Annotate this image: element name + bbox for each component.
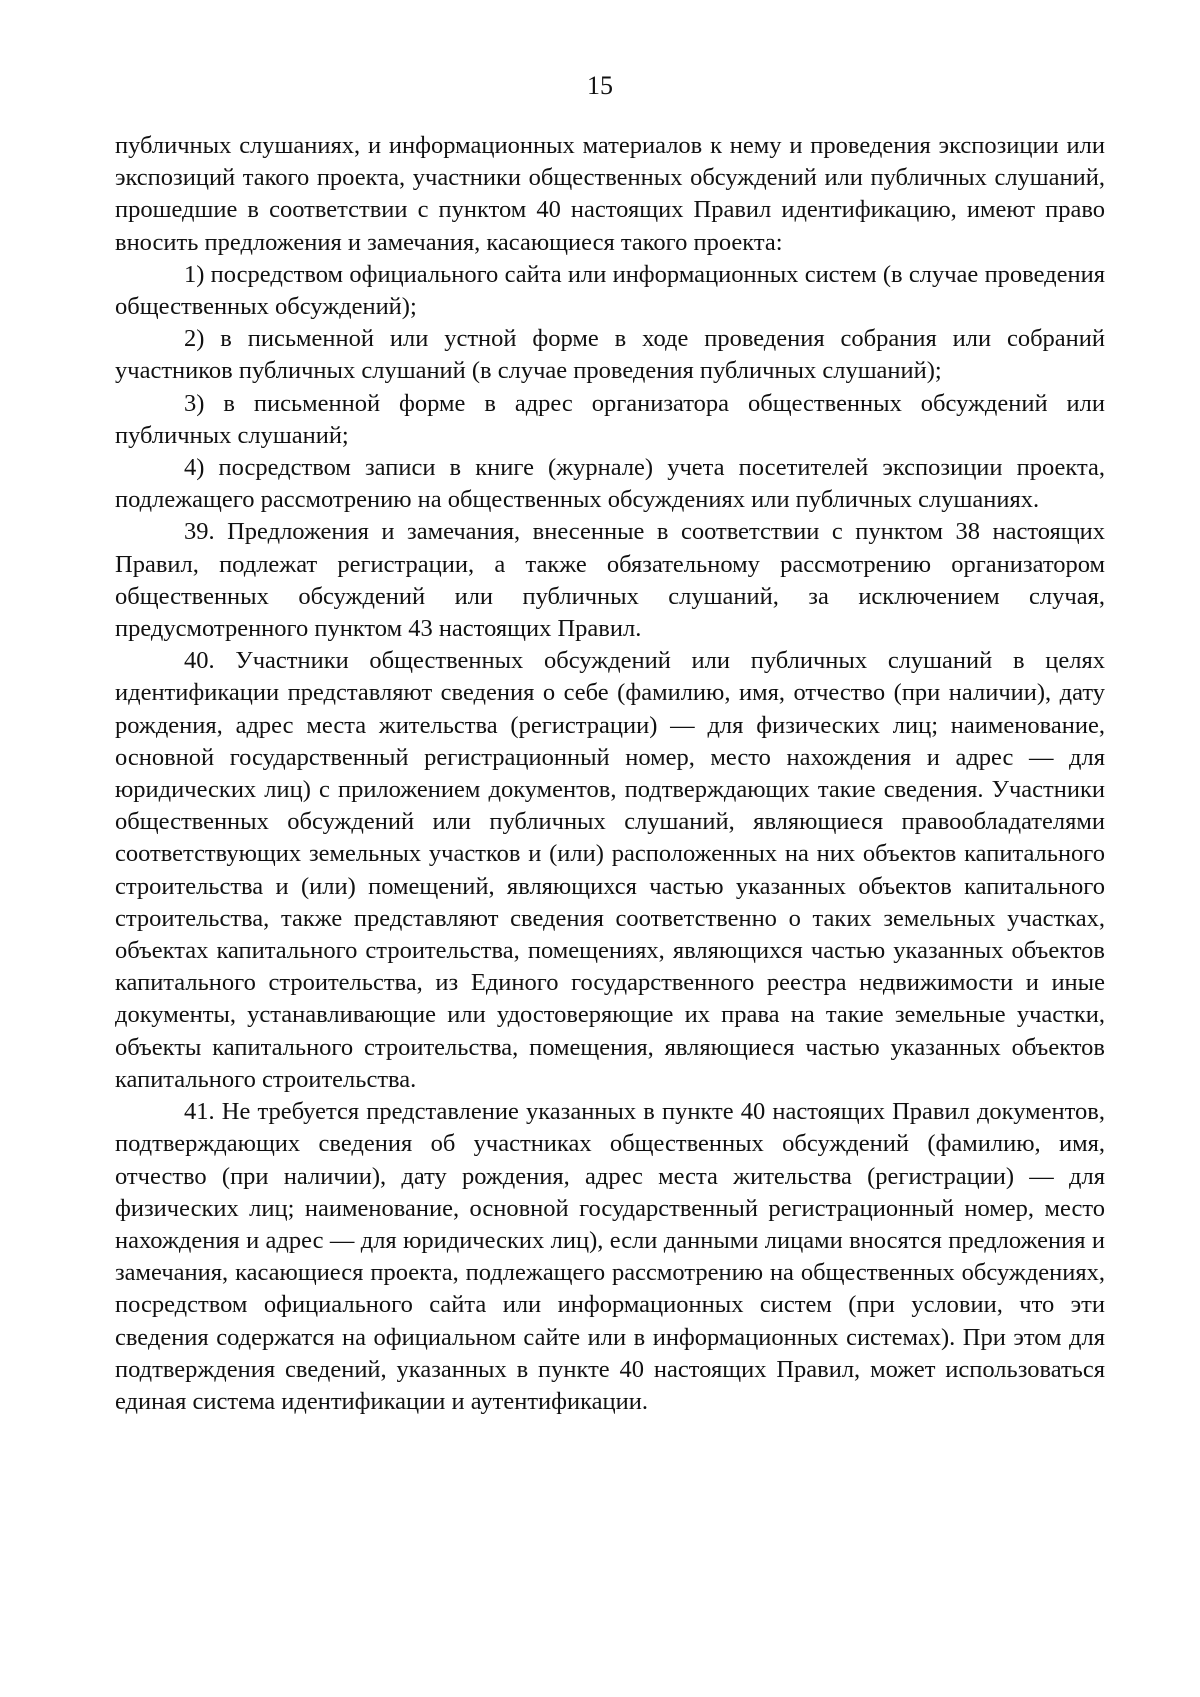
clause-40: 40. Участники общественных обсуждений или публичных слушаний в целях идентификации представляют сведения о себе (фамилию, имя, отчество (при наличии), дату рождения, адрес места жительства (регистрации) — для физических лиц; наименование, основной государственный регистрационный номер, место нахождения и адрес — для юридических лиц) с приложением документов, подтверждающих такие сведения. Участники общественных обсуждений или публичных слушаний, являющиеся правообладателями соответствующих земельных участков и (или) расположенных на них объектов капитального строительства и (или) помещений, являющихся частью указанных объектов капитального строительства, также представляют сведения соответственно о таких земельных участках, объектах капитального строительства, помещениях, являющихся частью указанных объектов капитального строительства, из Единого государственного реестра недвижимости и иные документы, устанавливающие или удостоверяющие их права на такие земельные участки, объекты капитального строительства, помещения, являющиеся частью указанных объектов капитального строительства. (115, 647, 1105, 1093)
list-item-1: 1) посредством официального сайта или информационных систем (в случае проведения общественных обсуждений); (115, 260, 1105, 321)
document-body (115, 130, 1105, 1418)
page-number: 15 (587, 71, 613, 100)
list-item-4: 4) посредством записи в книге (журнале) учета посетителей экспозиции проекта, подлежащего рассмотрению на общественных обсуждениях или публичных слушаниях. (115, 454, 1105, 514)
list-item-3: 3) в письменной форме в адрес организатора общественных обсуждений или публичных слушаний; (115, 389, 1105, 449)
clause-39: 39. Предложения и замечания, внесенные в соответствии с пунктом 38 настоящих Правил, подлежат регистрации, а также обязательному рассмотрению организатором общественных обсуждений или публичных слушаний, за исключением случая, предусмотренного пунктом 43 настоящих Правил. (115, 518, 1105, 643)
list-item-2: 2) в письменной или устной форме в ходе проведения собрания или собраний участников публичных слушаний (в случае проведения публичных слушаний); (115, 325, 1105, 385)
clause-41: 41. Не требуется представление указанных в пункте 40 настоящих Правил документов, подтверждающих сведения об участниках общественных обсуждений (фамилию, имя, отчество (при наличии), дату рождения, адрес места жительства (регистрации) — для физических лиц; наименование, основной государственный регистрационный номер, место нахождения и адрес — для юридических лиц), если данными лицами вносятся предложения и замечания, касающиеся проекта, подлежащего рассмотрению на общественных обсуждениях, посредством официального сайта или информационных систем (при условии, что эти сведения содержатся на официальном сайте или в информационных системах). При этом для подтверждения сведений, указанных в пункте 40 настоящих Правил, может использоваться единая система идентификации и аутентификации. (115, 1098, 1105, 1415)
paragraph-continuation: публичных слушаниях, и информационных материалов к нему и проведения экспозиции или экспозиций такого проекта, участники общественных обсуждений или публичных слушаний, прошедшие в соответствии с пунктом 40 настоящих Правил идентификацию, имеют право вносить предложения и замечания, касающиеся такого проекта: (115, 132, 1105, 256)
